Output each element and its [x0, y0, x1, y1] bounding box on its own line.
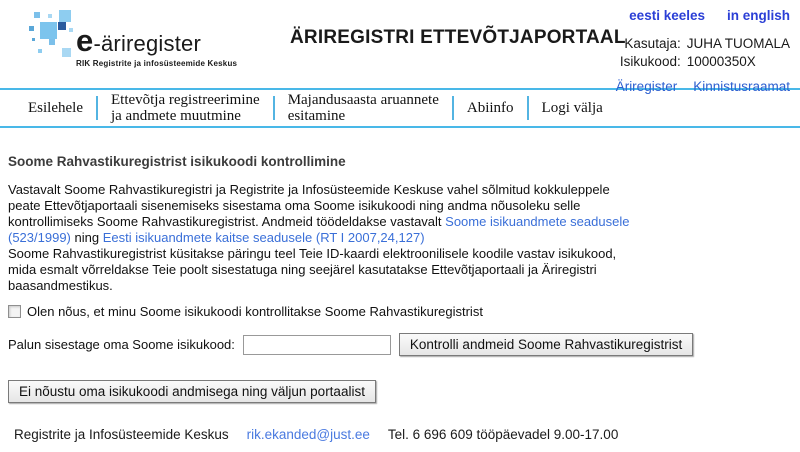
nav-item-label: ja andmete muutmine: [110, 108, 241, 124]
nav-item-majandusaasta-aruanded[interactable]: [288, 92, 439, 125]
decline-exit-button[interactable]: Ei nõustu oma isikukoodi andmisega ning väljun portaalist: [8, 380, 376, 403]
nav-item-ettevotja-registreerimine[interactable]: [111, 92, 260, 125]
nav-separator: [527, 96, 529, 120]
nav-separator: [96, 96, 98, 120]
personal-code-input-label: Palun sisestage oma Soome isikukood:: [8, 337, 235, 352]
personal-code-input[interactable]: [243, 335, 391, 355]
e-ariregister-logo[interactable]: [28, 8, 258, 70]
consent-row: [8, 304, 800, 319]
logo-brand-name: e-äriregister: [76, 23, 201, 58]
personal-code-input-row: [8, 333, 800, 356]
nav-item-label: Logi välja: [541, 99, 603, 116]
consent-checkbox[interactable]: [8, 305, 21, 318]
nav-separator: [273, 96, 275, 120]
page-title: ÄRIREGISTRI ETTEVÕTJAPORTAAL: [290, 27, 626, 48]
language-link-english[interactable]: in english: [726, 8, 790, 23]
kinnistusraamat-link[interactable]: Kinnistusraamat: [693, 79, 790, 94]
nav-item-label: esitamine: [287, 108, 346, 124]
registry-links: [616, 79, 790, 94]
nav-item-abiinfo[interactable]: [467, 100, 514, 117]
paragraph-text: Soome Rahvastikuregistrist küsitakse päringu teel Teie ID-kaardi elektroonilisele koodile vastav isikukood, mida esmalt võrreldakse Teie poolt sisestatuga ning seejärel kasutatakse Ettevõtjaportaali ja Äriregistri baasandmestikus.: [8, 246, 617, 293]
logo-tagline: RIK Registrite ja infosüsteemide Keskus: [76, 59, 238, 69]
logo-text: [76, 24, 258, 68]
content-heading: Soome Rahvastikuregistrist isikukoodi kontrollimine: [8, 154, 346, 169]
nav-item-logi-valja[interactable]: [542, 100, 603, 117]
ariregister-link[interactable]: Äriregister: [615, 79, 678, 94]
nav-item-label: Esilehele: [28, 99, 83, 116]
personal-code-label: Isikukood:: [619, 54, 681, 69]
main-navigation: [0, 88, 800, 128]
footer-organization: Registrite ja Infosüsteemide Keskus: [14, 427, 229, 442]
header-right-panel: [616, 8, 790, 94]
personal-code-value: 10000350X: [686, 54, 756, 69]
nav-item-label: Ettevõtja registreerimine: [110, 91, 260, 108]
decline-row: [8, 380, 800, 403]
nav-item-esilehele[interactable]: [28, 100, 83, 117]
page-header: [0, 0, 800, 94]
nav-separator: [452, 96, 454, 120]
paragraph-text: ning: [70, 230, 103, 245]
paragraph-text: Vastavalt Soome Rahvastikuregistri ja Registrite ja Infosüsteemide Keskuse vahel sõlmitud kokkuleppele peate Ettevõtjaportaali sisenemiseks sisestama oma Soome isikukoodi ning andma nõusoleku selle kontrollimiseks Soome Rahvastikuregistrist. Andmeid töödeldakse vastavalt: [8, 182, 610, 229]
user-label: Kasutaja:: [624, 36, 681, 51]
nav-item-label: Majandusaasta aruannete: [287, 91, 439, 108]
eesti-isikuandmete-kaitse-seadus-link[interactable]: Eesti isikuandmete kaitse seadusele (RT I 2007,24,127): [102, 230, 425, 245]
user-name: JUHA TUOMALA: [686, 36, 790, 51]
check-data-button[interactable]: Kontrolli andmeid Soome Rahvastikuregistrist: [399, 333, 693, 356]
main-content: [0, 154, 800, 403]
page-footer: [0, 427, 800, 442]
nav-item-label: Abiinfo: [466, 99, 514, 116]
info-paragraph: [8, 182, 635, 294]
user-info: [616, 36, 790, 69]
footer-email-link[interactable]: rik.ekanded@just.ee: [246, 427, 370, 442]
consent-checkbox-label: Olen nõus, et minu Soome isikukoodi kontrollitakse Soome Rahvastikuregistrist: [27, 304, 483, 319]
soome-isikuandmete-seadus-link[interactable]: Soome isikuandmete seadusele (523/1999): [8, 214, 630, 245]
language-link-estonian[interactable]: eesti keeles: [629, 8, 705, 23]
language-switcher: [616, 8, 790, 23]
logo-squares-icon: [28, 8, 80, 68]
footer-phone: Tel. 6 696 609 tööpäevadel 9.00-17.00: [387, 427, 619, 442]
